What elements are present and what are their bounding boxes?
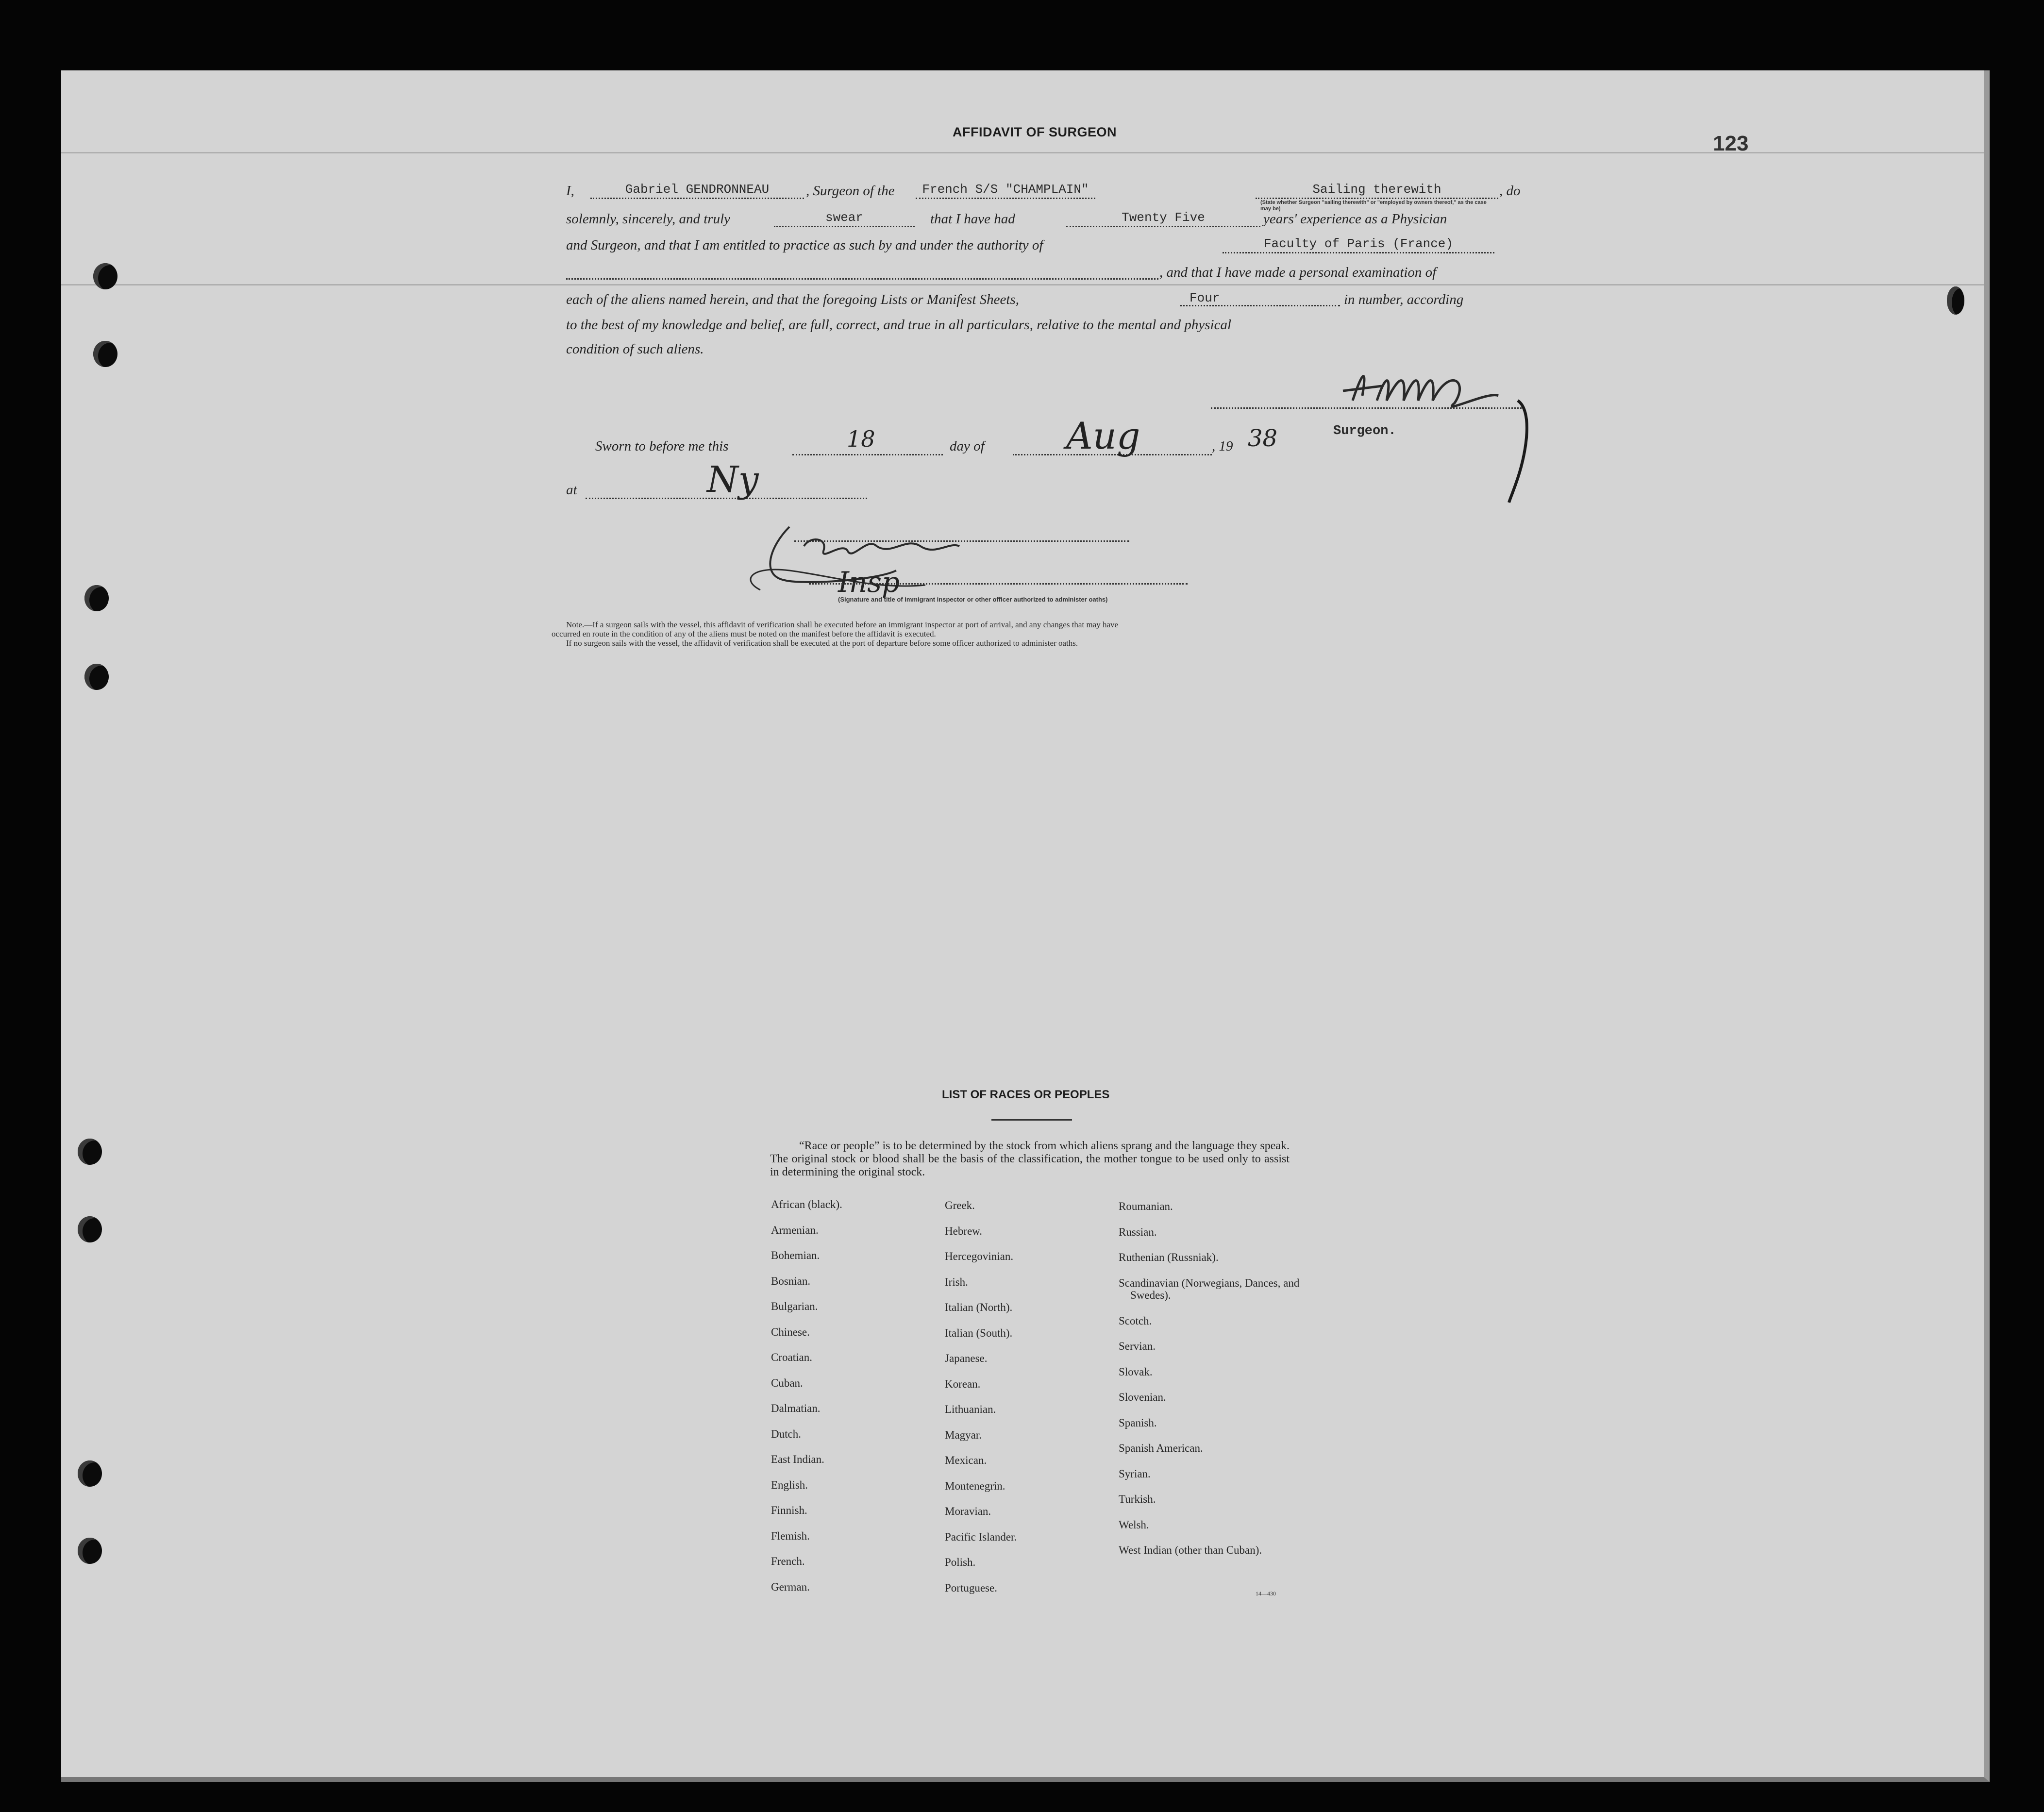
- punch-hole: [84, 664, 109, 690]
- race-item: Servian.: [1119, 1340, 1156, 1352]
- affidavit-text: years' experience as a Physician: [1263, 211, 1447, 227]
- race-item: Dalmatian.: [771, 1402, 821, 1414]
- affidavit-text: in number, according: [1344, 292, 1464, 307]
- race-item: Scandinavian (Norwegians, Dances, and Swedes).: [1119, 1276, 1300, 1301]
- race-item: Irish.: [945, 1275, 968, 1288]
- note-line: Note.—If a surgeon sails with the vessel, this affidavit of verification shall be executed before an immigrant inspector at port of arrival, and any changes that may have: [566, 620, 1119, 629]
- note-line: occurred en route in the condition of any of the aliens must be noted on the manifest before the affidavit is executed.: [552, 629, 936, 638]
- race-item: Cuban.: [771, 1376, 803, 1389]
- sheets-count-field: Four: [1180, 290, 1340, 306]
- race-item: Finnish.: [771, 1504, 807, 1516]
- race-item: English.: [771, 1478, 808, 1491]
- affidavit-text: , and that I have made a personal examination of: [1159, 265, 1437, 280]
- surgeon-name-field: Gabriel GENDRONNEAU: [590, 181, 804, 199]
- sworn-day: 18: [847, 426, 875, 452]
- punch-hole: [1947, 286, 1964, 315]
- punch-hole: [78, 1139, 102, 1165]
- affidavit-text: each of the aliens named herein, and that the foregoing Lists or Manifest Sheets,: [566, 292, 1019, 307]
- races-column-2: [945, 1199, 1105, 1607]
- races-column-3: [1119, 1200, 1300, 1573]
- sworn-month: Aug: [1066, 414, 1140, 457]
- race-item: East Indian.: [771, 1453, 824, 1465]
- title-rule: [991, 1119, 1072, 1121]
- race-item: Japanese.: [945, 1352, 988, 1364]
- race-item: West Indian (other than Cuban).: [1119, 1544, 1262, 1556]
- punch-hole: [78, 1460, 102, 1487]
- punch-hole: [78, 1216, 102, 1242]
- races-title: LIST OF RACES OR PEOPLES: [942, 1088, 1110, 1101]
- punch-hole: [84, 585, 109, 611]
- race-item: Mexican.: [945, 1454, 987, 1466]
- race-item: Bohemian.: [771, 1249, 820, 1261]
- form-number: 14—430: [1256, 1590, 1276, 1597]
- race-item: Spanish American.: [1119, 1442, 1203, 1454]
- status-hint: (State whether Surgeon "sailing therewith" or "employed by owners thereof," as the case may be): [1260, 200, 1487, 212]
- race-item: Montenegrin.: [945, 1479, 1005, 1492]
- race-item: Bosnian.: [771, 1275, 811, 1287]
- race-item: African (black).: [771, 1198, 842, 1210]
- race-item: Italian (North).: [945, 1301, 1013, 1313]
- punch-hole: [93, 341, 117, 367]
- inspector-title-line: [809, 579, 1188, 585]
- affidavit-text: I,: [566, 183, 574, 199]
- race-item: Slovenian.: [1119, 1391, 1166, 1403]
- race-item: Turkish.: [1119, 1493, 1156, 1505]
- race-item: Korean.: [945, 1377, 981, 1390]
- punch-hole: [93, 263, 117, 289]
- race-item: Italian (South).: [945, 1326, 1013, 1339]
- fold-crease: [61, 152, 1984, 153]
- vessel-field: French S/S "CHAMPLAIN": [916, 181, 1095, 199]
- race-item: Bulgarian.: [771, 1300, 818, 1312]
- affidavit-text: condition of such aliens.: [566, 341, 704, 357]
- race-item: Slovak.: [1119, 1365, 1153, 1378]
- manifest-sheet: [61, 70, 1990, 1782]
- sworn-text: at: [566, 482, 577, 498]
- affidavit-title: AFFIDAVIT OF SURGEON: [953, 125, 1117, 139]
- race-item: Pacific Islander.: [945, 1530, 1017, 1543]
- race-item: Spanish.: [1119, 1416, 1157, 1429]
- race-item: Portuguese.: [945, 1581, 997, 1594]
- race-item: Ruthenian (Russniak).: [1119, 1251, 1219, 1263]
- race-item: Armenian.: [771, 1224, 819, 1236]
- race-item: Syrian.: [1119, 1467, 1151, 1480]
- affidavit-text: and Surgeon, and that I am entitled to practice as such by and under the authority of: [566, 237, 1043, 253]
- sworn-text: day of: [950, 438, 985, 454]
- affidavit-text: that I have had: [930, 211, 1015, 227]
- surgeon-status-field: Sailing therewith: [1256, 181, 1498, 199]
- races-column-1: [771, 1198, 931, 1606]
- races-intro: “Race or people” is to be determined by the stock from which aliens sprang and the language they speak. The original stock or blood shall be the basis of the classification, the mother tongue to be used only to assist in determining the original stock.: [770, 1140, 1290, 1178]
- affidavit-text: , Surgeon of the: [806, 183, 895, 199]
- affidavit-text: , do: [1499, 183, 1521, 199]
- race-item: Magyar.: [945, 1428, 982, 1441]
- surgeon-label: Surgeon.: [1333, 424, 1396, 438]
- race-item: French.: [771, 1555, 805, 1567]
- authority-continuation-field: [566, 262, 1158, 280]
- oath-field: swear: [774, 209, 915, 227]
- inspector-title: Insp: [838, 566, 900, 599]
- sworn-text: Sworn to before me this: [595, 438, 729, 454]
- page-number: 123: [1713, 132, 1749, 155]
- race-item: Roumanian.: [1119, 1200, 1173, 1212]
- authority-field: Faculty of Paris (France): [1223, 235, 1494, 253]
- fold-crease: [61, 284, 1984, 285]
- affidavit-text: solemnly, sincerely, and truly: [566, 211, 731, 227]
- race-item: Hercegovinian.: [945, 1250, 1014, 1262]
- race-item: Welsh.: [1119, 1518, 1149, 1531]
- note-line: If no surgeon sails with the vessel, the affidavit of verification shall be executed at the port of departure before some officer authorized to administer oaths.: [566, 638, 1078, 648]
- race-item: Russian.: [1119, 1225, 1157, 1238]
- race-item: Chinese.: [771, 1325, 810, 1338]
- race-item: Hebrew.: [945, 1225, 983, 1237]
- race-item: Moravian.: [945, 1505, 991, 1517]
- race-item: Croatian.: [771, 1351, 812, 1363]
- race-item: Lithuanian.: [945, 1403, 996, 1415]
- punch-hole: [78, 1538, 102, 1564]
- race-item: Greek.: [945, 1199, 975, 1211]
- race-item: Flemish.: [771, 1529, 810, 1542]
- signature-caption: (Signature and title of immigrant inspector or other officer authorized to administer oaths): [838, 596, 1108, 603]
- race-item: Polish.: [945, 1556, 976, 1568]
- race-item: Scotch.: [1119, 1314, 1152, 1327]
- race-item: German.: [771, 1580, 810, 1593]
- race-item: Dutch.: [771, 1427, 801, 1440]
- years-field: Twenty Five: [1066, 209, 1260, 227]
- sworn-place: Ny: [707, 459, 759, 501]
- sworn-text: , 19: [1212, 438, 1233, 454]
- affidavit-text: to the best of my knowledge and belief, are full, correct, and true in all particulars, relative to the mental and physical: [566, 317, 1232, 333]
- sworn-year: 38: [1248, 425, 1278, 452]
